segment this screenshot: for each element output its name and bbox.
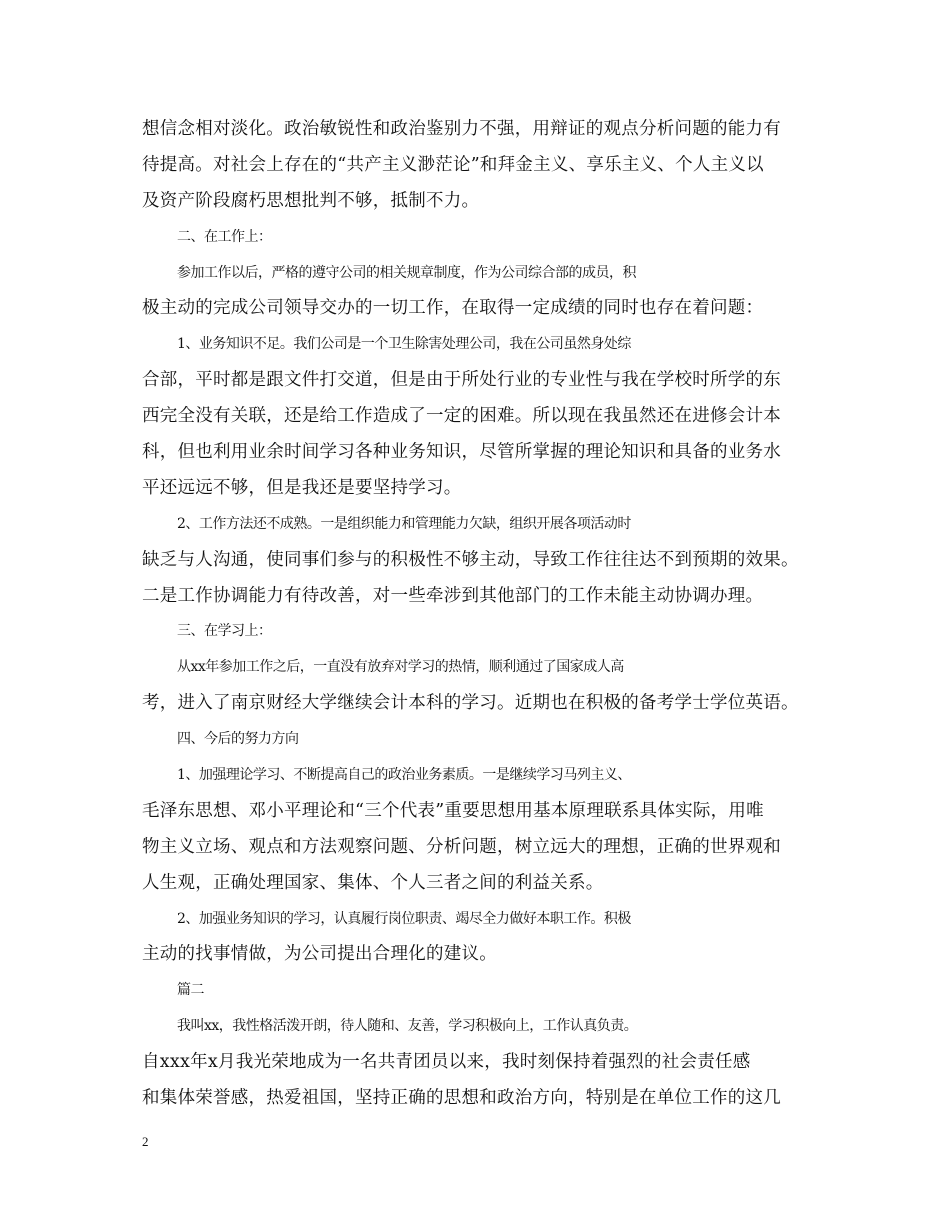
text-line: 参加工作以后，严格的遵守公司的相关规章制度，作为公司综合部的成员，积 <box>177 264 636 281</box>
text-line: 1、业务知识不足。我们公司是一个卫生除害处理公司，我在公司虽然身处综 <box>177 336 631 353</box>
text-line: 待提高。对社会上存在的“共产主义渺茫论”和拜金主义、享乐主义、个人主义以 <box>142 154 764 175</box>
text-line: 科，但也利用业余时间学习各种业务知识，尽管所掌握的理论知识和具备的业务水 <box>142 442 781 463</box>
text-line: 2、加强业务知识的学习，认真履行岗位职责、竭尽全力做好本职工作。积极 <box>177 910 631 927</box>
text-line: 2、工作方法还不成熟。一是组织能力和管理能力欠缺，组织开展各项活动时 <box>177 515 631 532</box>
text-line: 和集体荣誉感，热爱祖国，坚持正确的思想和政治方向，特别是在单位工作的这几 <box>142 1088 781 1109</box>
text-line: 人生观，正确处理国家、集体、个人三者之间的利益关系。 <box>142 872 604 893</box>
text-line: 从xx年参加工作之后，一直没有放弃对学习的热情，顺利通过了国家成人高 <box>177 659 624 676</box>
text-line: 毛泽东思想、邓小平理论和“三个代表”重要思想用基本原理联系具体实际，用唯 <box>142 800 764 821</box>
text-line: 二是工作协调能力有待改善，对一些牵涉到其他部门的工作未能主动协调办理。 <box>142 585 764 606</box>
text-line: 合部，平时都是跟文件打交道，但是由于所处行业的专业性与我在学校时所学的东 <box>142 370 781 391</box>
text-line: 考，进入了南京财经大学继续会计本科的学习。近期也在积极的备考学士学位英语。 <box>142 693 799 714</box>
text-line: 四、今后的努力方向 <box>177 731 299 748</box>
text-line: 二、在工作上： <box>177 228 272 245</box>
page-number: 2 <box>142 1134 149 1149</box>
text-line: 我叫xx，我性格活泼开朗，待人随和、友善，学习积极向上，工作认真负责。 <box>177 1018 638 1035</box>
text-line: 物主义立场、观点和方法观察问题、分析问题，树立远大的理想，正确的世界观和 <box>142 836 781 857</box>
text-line: 极主动的完成公司领导交办的一切工作，在取得一定成绩的同时也存在着问题： <box>142 298 764 319</box>
text-line: 西完全没有关联，还是给工作造成了一定的困难。所以现在我虽然还在进修会计本 <box>142 406 781 427</box>
text-line: 平还远远不够，但是我还是要坚持学习。 <box>142 477 462 498</box>
document-body <box>142 112 822 1117</box>
text-line: 三、在学习上： <box>177 623 272 640</box>
text-line: 篇二 <box>177 982 204 999</box>
text-line: 自xxx年x月我光荣地成为一名共青团员以来，我时刻保持着强烈的社会责任感 <box>142 1052 751 1073</box>
text-line: 及资产阶段腐朽思想批判不够，抵制不力。 <box>142 190 480 211</box>
text-line: 想信念相对淡化。政治敏锐性和政治鉴别力不强，用辩证的观点分析问题的能力有 <box>142 119 781 139</box>
text-line: 1、加强理论学习、不断提高自己的政治业务素质。一是继续学习马列主义、 <box>177 767 631 784</box>
text-line: 缺乏与人沟通，使同事们参与的积极性不够主动，导致工作往往达不到预期的效果。 <box>142 549 799 570</box>
text-line: 主动的找事情做，为公司提出合理化的建议。 <box>142 944 497 965</box>
